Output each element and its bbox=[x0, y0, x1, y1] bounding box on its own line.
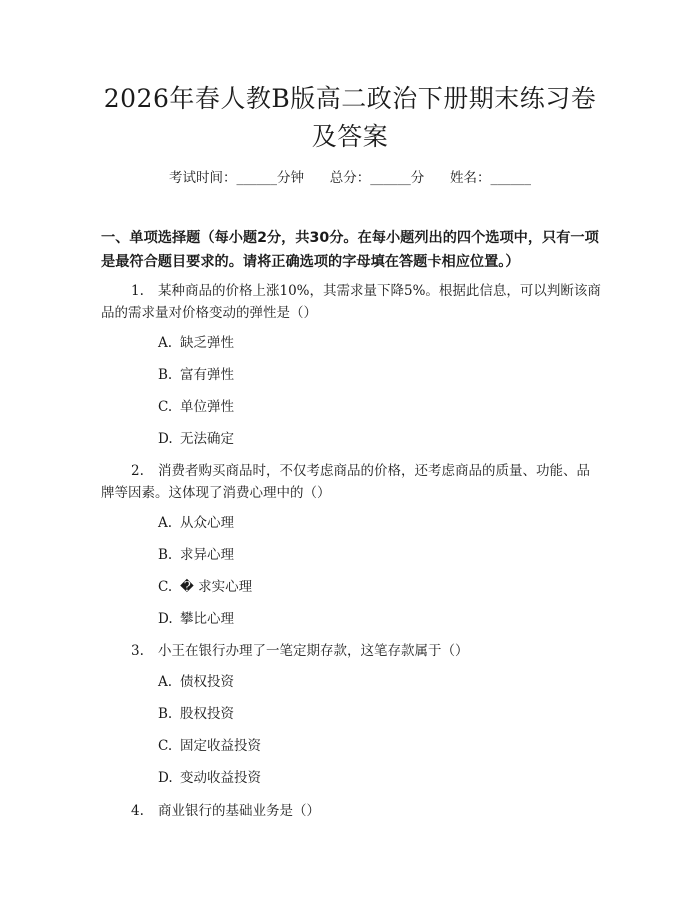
option-2a bbox=[158, 513, 598, 533]
question-4 bbox=[101, 800, 601, 822]
option-letter: A. bbox=[158, 335, 173, 351]
option-text: 攀比心理 bbox=[180, 611, 234, 627]
option-text: 缺乏弹性 bbox=[180, 335, 234, 351]
option-text: 变动收益投资 bbox=[180, 770, 261, 786]
option-letter: B. bbox=[158, 706, 173, 722]
option-letter: B. bbox=[158, 547, 173, 563]
question-3 bbox=[101, 640, 601, 662]
title-line-1: 2026年春人教B版高二政治下册期末练习卷 bbox=[103, 84, 597, 113]
question-number: 1. bbox=[131, 283, 144, 299]
question-text: 商业银行的基础业务是（） bbox=[158, 803, 320, 819]
option-2d bbox=[158, 609, 598, 629]
option-3d bbox=[158, 768, 598, 788]
question-number: 2. bbox=[131, 463, 144, 479]
page-title bbox=[70, 80, 630, 156]
option-3b bbox=[158, 704, 598, 724]
option-letter: D. bbox=[158, 431, 173, 447]
option-letter: A. bbox=[158, 515, 173, 531]
option-3a bbox=[158, 672, 598, 692]
option-letter: D. bbox=[158, 770, 173, 786]
option-text: 债权投资 bbox=[180, 674, 234, 690]
option-letter: B. bbox=[158, 367, 173, 383]
question-1 bbox=[101, 280, 601, 324]
option-letter: C. bbox=[158, 399, 173, 415]
question-number: 4. bbox=[131, 803, 144, 819]
option-text: 无法确定 bbox=[180, 431, 234, 447]
option-1c bbox=[158, 397, 598, 417]
option-text: 求异心理 bbox=[180, 547, 234, 563]
option-text: 富有弹性 bbox=[180, 367, 234, 383]
option-letter: A. bbox=[158, 674, 173, 690]
option-2c bbox=[158, 577, 598, 597]
question-text: 消费者购买商品时，不仅考虑商品的价格，还考虑商品的质量、功能、品牌等因素。这体现了消费心理中的（） bbox=[101, 463, 590, 501]
option-1d bbox=[158, 429, 598, 449]
option-text: 股权投资 bbox=[180, 706, 234, 722]
option-letter: C. bbox=[158, 738, 173, 754]
exam-meta-line: 考试时间：______分钟 总分：______分 姓名：______ bbox=[169, 170, 531, 186]
question-2 bbox=[101, 460, 601, 504]
section-heading: 一、单项选择题（每小题2分，共30分。在每小题列出的四个选项中，只有一项是最符合题目要求的。请将正确选项的字母填在答题卡相应位置。） bbox=[101, 230, 599, 270]
option-text: � 求实心理 bbox=[180, 579, 253, 595]
option-text: 从众心理 bbox=[180, 515, 234, 531]
question-text: 某种商品的价格上涨10%，其需求量下降5%。根据此信息，可以判断该商品的需求量对价格变动的弹性是（） bbox=[101, 283, 601, 321]
option-letter: C. bbox=[158, 579, 173, 595]
question-text: 小王在银行办理了一笔定期存款，这笔存款属于（） bbox=[158, 643, 469, 659]
option-2b bbox=[158, 545, 598, 565]
title-line-2: 及答案 bbox=[311, 122, 389, 151]
option-1b bbox=[158, 365, 598, 385]
option-letter: D. bbox=[158, 611, 173, 627]
option-1a bbox=[158, 333, 598, 353]
option-text: 单位弹性 bbox=[180, 399, 234, 415]
option-3c bbox=[158, 736, 598, 756]
question-number: 3. bbox=[131, 643, 144, 659]
option-text: 固定收益投资 bbox=[180, 738, 261, 754]
